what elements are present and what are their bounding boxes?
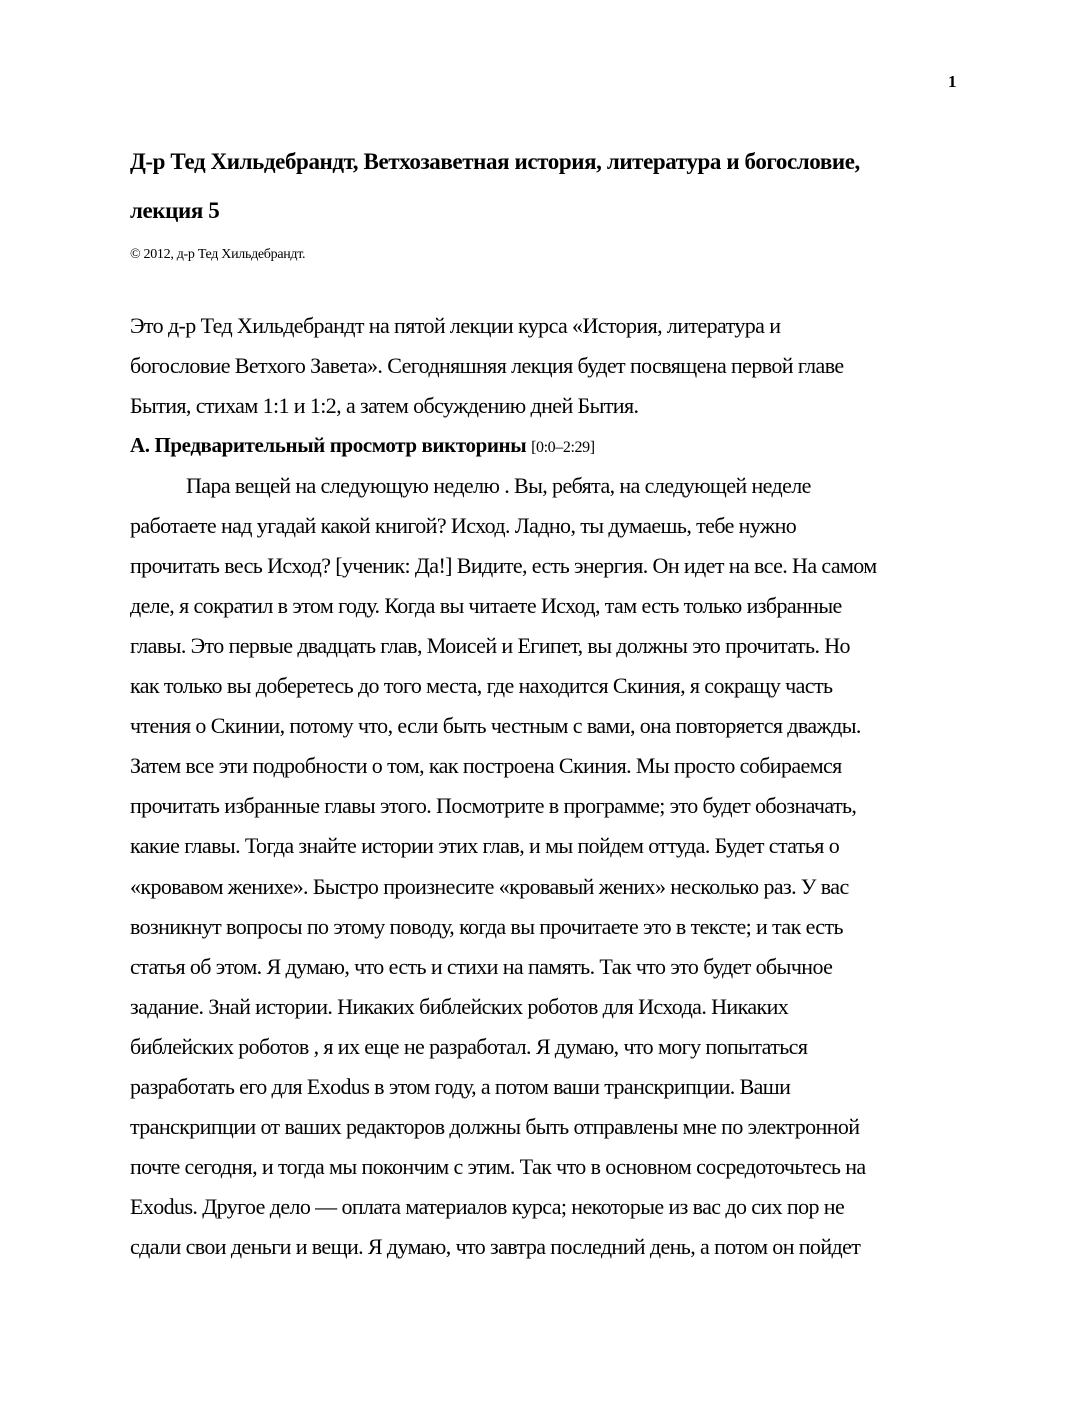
text-line: разработать его для Exodus в этом году, а потом ваши транскрипции. Ваши bbox=[130, 1073, 791, 1099]
text-line: Это д-р Тед Хильдебрандт на пятой лекции курса «История, литература и bbox=[130, 313, 781, 338]
text-line: возникнут вопросы по этому поводу, когда вы прочитаете это в тексте; и так есть bbox=[130, 913, 843, 939]
text-line: почте сегодня, и тогда мы покончим с этим. Так что в основном сосредоточьтесь на bbox=[130, 1153, 866, 1179]
text-line: Пара вещей на следующую неделю . Вы, ребята, на следующей неделе bbox=[186, 473, 811, 498]
section-heading bbox=[130, 433, 595, 460]
text-line: библейских роботов , я их еще не разработал. Я думаю, что могу попытаться bbox=[130, 1033, 808, 1059]
text-line: какие главы. Тогда знайте истории этих глав, и мы пойдем оттуда. Будет статья о bbox=[130, 833, 840, 859]
text-line: чтения о Скинии, потому что, если быть честным с вами, она повторяется дважды. bbox=[130, 713, 861, 739]
document-title-line-2: лекция 5 bbox=[130, 198, 220, 223]
text-line: сдали свои деньги и вещи. Я думаю, что завтра последний день, а потом он пойдет bbox=[130, 1233, 861, 1259]
document-title-line-1: Д-р Тед Хильдебрандт, Ветхозаветная история, литература и богословие, bbox=[130, 149, 860, 174]
text-line: прочитать избранные главы этого. Посмотрите в программе; это будет обозначать, bbox=[130, 793, 857, 819]
text-line: задание. Знай истории. Никаких библейских роботов для Исхода. Никаких bbox=[130, 993, 789, 1019]
text-line: транскрипции от ваших редакторов должны быть отправлены мне по электронной bbox=[130, 1113, 860, 1139]
text-line: богословие Ветхого Завета». Сегодняшняя лекция будет посвящена первой главе bbox=[130, 353, 844, 378]
text-line: «кровавом женихе». Быстро произнесите «кровавый жених» несколько раз. У вас bbox=[130, 873, 849, 899]
section-heading-text: А. Предварительный просмотр викторины bbox=[130, 433, 527, 457]
text-line: статья об этом. Я думаю, что есть и стихи на память. Так что это будет обычное bbox=[130, 953, 833, 979]
text-line: прочитать весь Исход? [ученик: Да!] Видите, есть энергия. Он идет на все. На самом bbox=[130, 553, 877, 579]
section-timestamp: [0:0–2:29] bbox=[531, 439, 595, 456]
text-line: как только вы доберетесь до того места, где находится Скиния, я сокращу часть bbox=[130, 673, 833, 699]
text-line: Exodus. Другое дело — оплата материалов курса; некоторые из вас до сих пор не bbox=[130, 1193, 845, 1219]
text-line: деле, я сократил в этом году. Когда вы читаете Исход, там есть только избранные bbox=[130, 593, 842, 619]
copyright-notice: © 2012, д-р Тед Хильдебрандт. bbox=[130, 247, 306, 262]
text-line: работаете над угадай какой книгой? Исход. Ладно, ты думаешь, тебе нужно bbox=[130, 513, 797, 539]
page-number: 1 bbox=[948, 72, 957, 91]
text-line: Бытия, стихам 1:1 и 1:2, а затем обсуждению дней Бытия. bbox=[130, 393, 639, 418]
text-line: главы. Это первые двадцать глав, Моисей и Египет, вы должны это прочитать. Но bbox=[130, 633, 850, 659]
text-line: Затем все эти подробности о том, как построена Скиния. Мы просто собираемся bbox=[130, 753, 842, 779]
